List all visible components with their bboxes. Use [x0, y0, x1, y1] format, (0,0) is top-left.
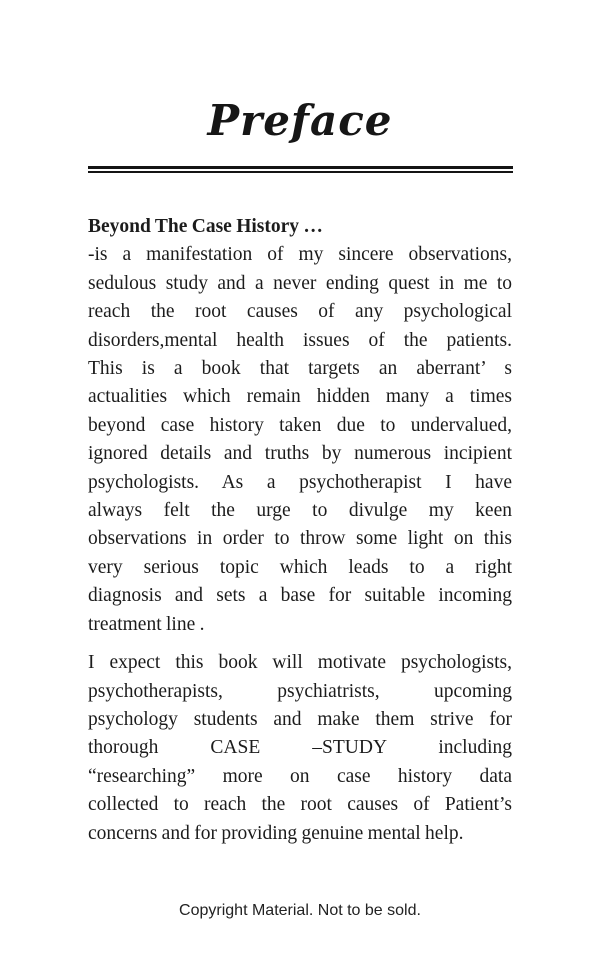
text-line: diagnosis and sets a base for suitable incoming [88, 585, 512, 607]
text-line: observations in order to throw some light on this [88, 528, 512, 550]
text-line: treatment line . [88, 613, 205, 635]
text-line: beyond case history taken due to undervalued, [88, 414, 512, 436]
paragraph-2 [88, 649, 512, 848]
page-title: Preface [207, 96, 393, 145]
text-line: psychologists. As a psychotherapist I have [88, 471, 512, 493]
text-line: reach the root causes of any psychological [88, 301, 512, 323]
text-line: disorders,mental health issues of the patients. [88, 329, 512, 351]
text-line: I expect this book will motivate psychologists, [88, 652, 512, 674]
text-line: very serious topic which leads to a right [88, 556, 512, 578]
text-line: ignored details and truths by numerous incipient [88, 443, 512, 465]
text-line: psychology students and make them strive for [88, 708, 512, 730]
text-line: collected to reach the root causes of Patient’s [88, 794, 512, 816]
text-line: thorough CASE –STUDY including [88, 737, 512, 759]
text-line: concerns and for providing genuine mental help. [88, 822, 464, 844]
text-line: actualities which remain hidden many a times [88, 386, 512, 408]
text-line: -is a manifestation of my sincere observations, [88, 244, 512, 266]
paragraph-1 [88, 241, 512, 639]
copyright-footer: Copyright Material. Not to be sold. [179, 902, 421, 919]
text-line: This is a book that targets an aberrant’ s [88, 358, 512, 380]
text-line: “researching” more on case history data [88, 765, 512, 787]
title-divider-rule [88, 166, 513, 173]
text-line: always felt the urge to divulge my keen [88, 500, 512, 522]
page-body [88, 213, 512, 848]
text-line: psychotherapists, psychiatrists, upcoming [88, 680, 512, 702]
section-heading: Beyond The Case History … [88, 216, 323, 237]
text-line: sedulous study and a never ending quest in me to [88, 272, 512, 294]
